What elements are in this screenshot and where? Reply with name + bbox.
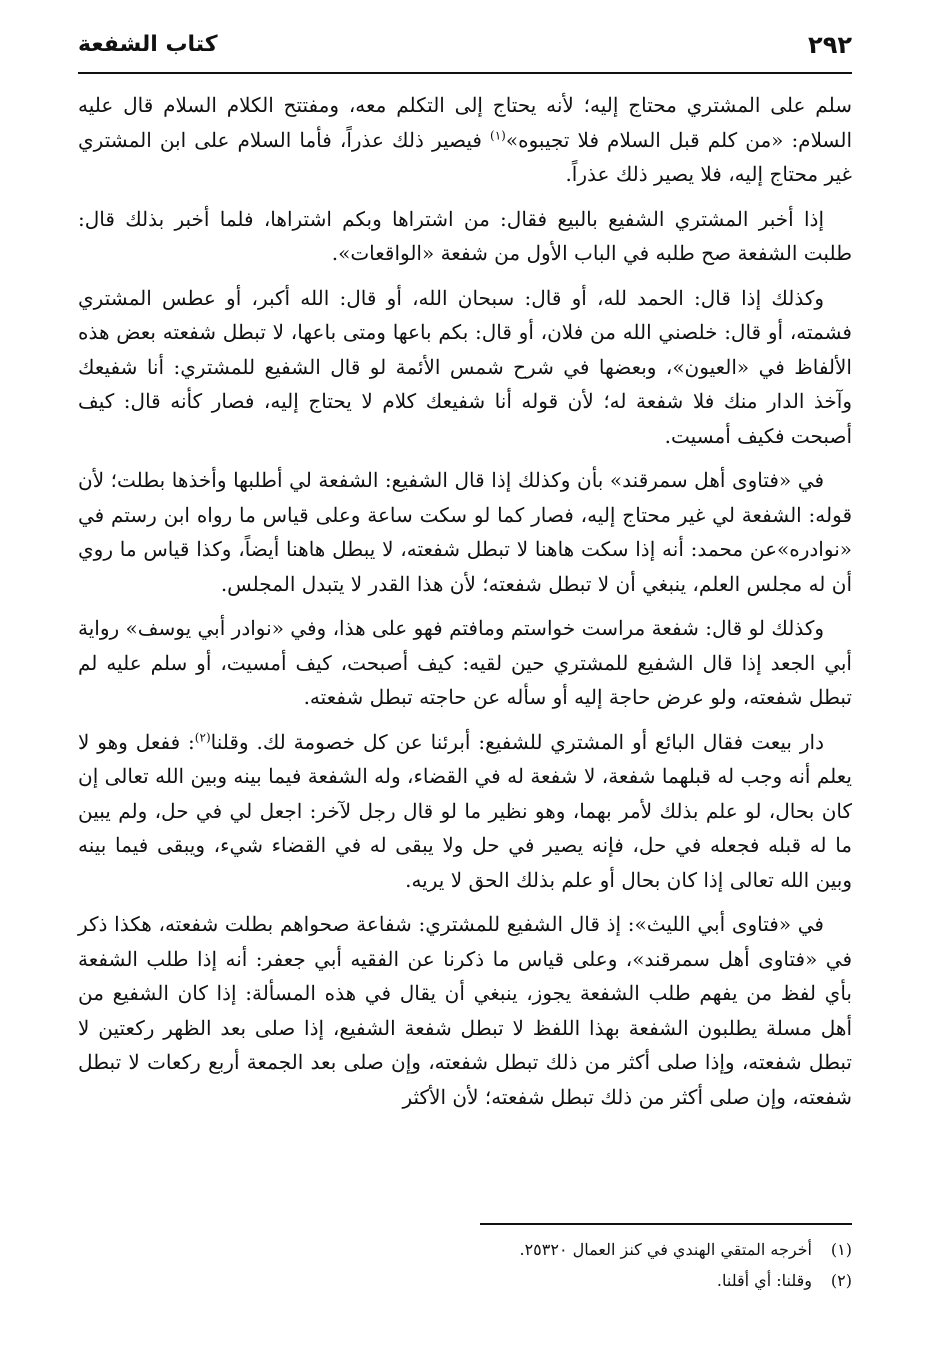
page-number: ٢٩٢	[808, 31, 852, 59]
footnote-2	[78, 1265, 852, 1296]
paragraph-7: في «فتاوى أبي الليث»: إذ قال الشفيع للمشتري: شفاعة صحواهم بطلت شفعته، هكذا ذكر في «فتاوى أهل سمرقند»، وعلى قياس ما ذكرنا عن الفقيه أبي جعفر: أنه إذا طلب الشفعة بأي لفظ من يفهم طلب الشفعة يجوز، ينبغي أن يقال في هذه المسألة: إذا كان الشفيع من أهل مسلة يطلبون الشفعة بهذا اللفظ لا تبطل شفعة الشفيع، إذا صلى بعد الظهر ركعتين لا تبطل شفعته، وإذا صلى أكثر من ذلك تبطل شفعته، وإن صلى بعد الجمعة أربع ركعات لا تبطل شفعته، وإن صلى أكثر من ذلك تبطل شفعته؛ لأن الأكثر	[78, 912, 853, 1109]
paragraph-6-text-a: دار بيعت فقال البائع أو المشتري للشفيع: أبرئنا عن كل خصومة لك. وقلنا	[210, 729, 824, 754]
running-header	[78, 28, 852, 68]
footnote-ref-2: (٢)	[194, 729, 211, 744]
footnote-ref-1: (١)	[490, 127, 506, 142]
footnote-1	[78, 1234, 852, 1265]
paragraph-6-text-b: : ففعل وهو لا يعلم أنه وجب له قبلهما شفعة، لا شفعة له في القضاء، وله الشفعة فيما بينه وبين الله تعالى إن كان بحال، لو علم بذلك لأمر بهما، وهو نظير ما لو قال رجل لآخر: اجعل لي في حل، ولم يبين ما له قبله فجعله في حل، فإنه يصير في حل ولا يبقى له في القضاء شيء، ويبقى فيما بينه وبين الله تعالى إذا كان بحال أو علم بذلك الحق لا يريه.	[78, 729, 852, 892]
footnote-2-text: وقلنا: أي أقلنا.	[716, 1271, 812, 1290]
header-divider	[78, 72, 852, 74]
main-text	[78, 88, 852, 1124]
footnote-1-number: (١)	[830, 1240, 852, 1259]
paragraph-2: إذا أخبر المشتري الشفيع بالبيع فقال: من اشتراها وبكم اشتراها، فلما أخبر بذلك قال: طلبت الشفعة صح طلبه في الباب الأول من شفعة «الواقعات».	[78, 206, 852, 265]
paragraph-1	[78, 88, 852, 192]
paragraph-3: وكذلك إذا قال: الحمد لله، أو قال: سبحان الله، أو قال: الله أكبر، أو عطس المشتري فشمته، أو قال: خلصني الله من فلان، أو قال: بكم باعها ومتى باعها، لا تبطل شفعته بعض هذه الألفاظ في «العيون»، وبعضها في شرح شمس الأئمة لو قال الشفيع للمشتري: أنا شفيعك وآخذ الدار منك فلا شفعة له؛ لأن قوله أنا شفيعك كلام لا يحتاج إليه، فصار كأنه قال: كيف أصبحت فكيف أمسيت.	[78, 285, 852, 448]
paragraph-4: في «فتاوى أهل سمرقند» بأن وكذلك إذا قال الشفيع: الشفعة لي أطلبها وأخذها بطلت؛ لأن قوله: الشفعة لي غير محتاج إليه، فصار كما لو سكت ساعة وعلى قياس ما رواه ابن رستم في «نوادره»عن محمد: أنه إذا سكت هاهنا لا تبطل شفعته، لا يبطل هاهنا أيضاً، وكذا قياس ما روي أن له مجلس العلم، ينبغي أن لا تبطل شفعته؛ لأن هذا القدر لا يتبدل المجلس.	[78, 468, 852, 596]
footnote-2-number: (٢)	[830, 1271, 852, 1290]
paragraph-5: وكذلك لو قال: شفعة مراست خواستم ومافتم فهو على هذا، وفي «نوادر أبي يوسف» رواية أبي الجعد إذا قال الشفيع للمشتري حين لقيه: كيف أصبحت، كيف أمسيت، أو سلم عليه لم تبطل شفعته، ولو عرض حاجة إليه أو سأله عن حاجته تبطل شفعته.	[78, 616, 852, 709]
book-title: كتاب الشفعة	[78, 32, 218, 57]
paragraph-1-text-b: فيصير ذلك عذراً، فأما السلام على ابن المشتري غير محتاج إليه، فلا يصير ذلك عذراً.	[78, 127, 852, 186]
footnote-1-text: أخرجه المتقي الهندي في كنز العمال ٢٥٣٢٠.	[519, 1240, 812, 1259]
footnote-divider	[480, 1223, 852, 1225]
footnotes	[78, 1234, 852, 1296]
paragraph-1-text-a: سلم على المشتري محتاج إليه؛ لأنه يحتاج إلى التكلم معه، ومفتتح الكلام السلام قال عليه السلام: «من كلم قبل السلام فلا تجيبوه»	[78, 93, 852, 152]
paragraph-6	[78, 725, 852, 898]
